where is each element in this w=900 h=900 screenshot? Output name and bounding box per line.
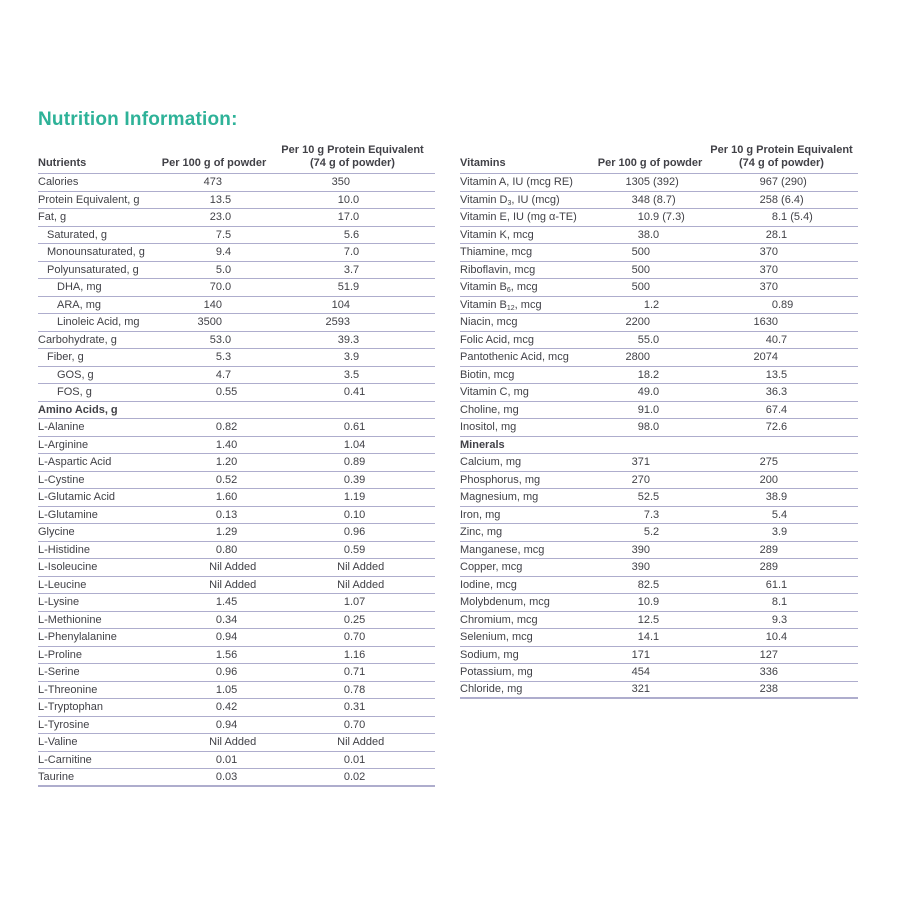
value-per-100g: 9.4 [215,246,232,259]
value-per-10g-protein-equivalent: 370 [759,263,778,276]
column-header-nutrients: Nutrients [38,157,87,169]
nutrient-label: Sodium, mg [460,648,519,661]
nutrient-label: Riboflavin, mcg [460,263,536,276]
value-per-10g-protein-equivalent: 0.70 [343,718,366,731]
table-row [38,384,435,402]
value-per-100g: 7.5 [215,228,232,241]
column-header-per-10g-protein-equivalent [270,144,435,170]
table-row [460,227,858,245]
value-per-100g: 13.5 [209,193,232,206]
value-per-10g-protein-equivalent: Nil Added [337,561,385,574]
value-per-10g-protein-equivalent: 17.0 [337,211,360,224]
column-header-line1: Per 10 g Protein Equivalent [281,144,424,156]
value-per-100g: 52.5 [637,491,660,504]
value-per-10g-protein-equivalent: 13.5 [765,368,788,381]
table-row [460,367,858,385]
value-per-10g-protein-equivalent: 127 [759,648,778,661]
table-row [38,577,435,595]
value-per-100g: 5.3 [215,351,232,364]
table-row [38,454,435,472]
table-row [460,349,858,367]
nutrient-label: Chloride, mg [460,683,523,696]
table-row [460,507,858,525]
value-per-100g: 10.9 (7.3) [637,211,685,224]
value-per-10g-protein-equivalent: 1.16 [343,648,366,661]
nutrient-label: Amino Acids, g [38,403,118,416]
nutrients-table-header [38,138,435,174]
table-row [460,682,858,700]
value-per-100g: 14.1 [637,631,660,644]
value-per-10g-protein-equivalent: 0.61 [343,421,366,434]
nutrient-label: L-Leucine [38,578,87,591]
value-per-10g-protein-equivalent: 36.3 [765,386,788,399]
nutrient-label: L-Valine [38,736,78,749]
nutrient-label: Molybdenum, mcg [460,596,550,609]
table-row [38,559,435,577]
nutrient-label: Minerals [460,438,505,451]
nutrients-table-rows [38,174,435,787]
table-row [38,227,435,245]
table-row [460,209,858,227]
nutrient-label: Iodine, mcg [460,578,517,591]
value-per-10g-protein-equivalent: 2593 [325,316,350,329]
value-per-100g: 0.42 [215,701,238,714]
value-per-10g-protein-equivalent: 336 [759,666,778,679]
table-row [38,279,435,297]
nutrient-label: Vitamin $B_6$, mcg [460,281,538,295]
nutrient-label: Biotin, mcg [460,368,515,381]
value-per-10g-protein-equivalent: 5.4 [771,508,788,521]
value-per-100g: 55.0 [637,333,660,346]
nutrients-table [38,138,435,787]
nutrient-label: Phosphorus, mg [460,473,541,486]
value-per-10g-protein-equivalent: 61.1 [765,578,788,591]
nutrient-label: Folic Acid, mcg [460,333,534,346]
nutrient-label: Selenium, mcg [460,631,533,644]
nutrient-label: Monounsaturated, g [47,246,145,259]
value-per-100g: 38.0 [637,228,660,241]
value-per-10g-protein-equivalent: 1.07 [343,596,366,609]
value-per-10g-protein-equivalent: 1.19 [343,491,366,504]
value-per-10g-protein-equivalent: 2074 [753,351,778,364]
value-per-10g-protein-equivalent: Nil Added [337,578,385,591]
table-row [460,244,858,262]
value-per-10g-protein-equivalent: 350 [331,176,350,189]
table-row [38,209,435,227]
nutrient-label: Magnesium, mg [460,491,539,504]
table-row [38,349,435,367]
nutrient-label: Pantothenic Acid, mcg [460,351,569,364]
table-row [460,419,858,437]
nutrient-label: GOS, g [57,368,94,381]
value-per-100g: 5.0 [215,263,232,276]
value-per-100g: 0.13 [215,508,238,521]
value-per-100g: 1.60 [215,491,238,504]
table-row [460,174,858,192]
value-per-10g-protein-equivalent: 0.10 [343,508,366,521]
table-row [38,699,435,717]
value-per-10g-protein-equivalent: 5.6 [343,228,360,241]
section-header-row [460,437,858,455]
value-per-100g: 500 [631,246,650,259]
value-per-10g-protein-equivalent: 40.7 [765,333,788,346]
value-per-10g-protein-equivalent: 0.59 [343,543,366,556]
table-row [38,192,435,210]
nutrient-label: L-Carnitine [38,753,92,766]
nutrient-label: Choline, mg [460,403,519,416]
value-per-100g: Nil Added [209,578,257,591]
value-per-10g-protein-equivalent: 8.1 [771,596,788,609]
nutrient-label: L-Arginine [38,438,89,451]
table-row [460,542,858,560]
nutrient-label: DHA, mg [57,281,102,294]
nutrient-label: L-Tryptophan [38,701,104,714]
value-per-100g: 0.80 [215,543,238,556]
table-row [38,524,435,542]
value-per-100g: 0.96 [215,666,238,679]
value-per-100g: 454 [631,666,650,679]
table-row [460,489,858,507]
table-row [460,647,858,665]
value-per-100g: 1.20 [215,456,238,469]
nutrient-label: Fiber, g [47,351,84,364]
nutrient-label: Carbohydrate, g [38,333,117,346]
nutrient-label: FOS, g [57,386,92,399]
value-per-10g-protein-equivalent: 238 [759,683,778,696]
value-per-10g-protein-equivalent: 10.0 [337,193,360,206]
nutrient-label: L-Methionine [38,613,102,626]
table-row [38,752,435,770]
value-per-100g: 18.2 [637,368,660,381]
nutrient-label: Thiamine, mcg [460,246,533,259]
value-per-100g: 7.3 [643,508,660,521]
table-row [38,612,435,630]
value-per-100g: Nil Added [209,561,257,574]
value-per-10g-protein-equivalent: 0.96 [343,526,366,539]
table-row [38,419,435,437]
nutrient-label: L-Proline [38,648,83,661]
page-title: Nutrition Information: [38,109,238,130]
value-per-100g: 140 [203,298,222,311]
table-row [460,402,858,420]
table-row [38,542,435,560]
value-per-10g-protein-equivalent: 1.04 [343,438,366,451]
table-row [38,769,435,787]
nutrient-label: L-Isoleucine [38,561,98,574]
value-per-100g: 473 [203,176,222,189]
table-row [460,192,858,210]
table-row [38,262,435,280]
value-per-100g: 1.05 [215,683,238,696]
nutrient-label: Protein Equivalent, g [38,193,140,206]
table-row [38,629,435,647]
value-per-100g: 10.9 [637,596,660,609]
nutrient-label: Linoleic Acid, mg [57,316,140,329]
table-row [38,244,435,262]
value-per-10g-protein-equivalent: 275 [759,456,778,469]
table-row [460,472,858,490]
value-per-10g-protein-equivalent: 0.02 [343,770,366,783]
table-row [38,682,435,700]
table-row [38,297,435,315]
value-per-10g-protein-equivalent: 28.1 [765,228,788,241]
value-per-100g: 1.29 [215,526,238,539]
value-per-100g: 82.5 [637,578,660,591]
value-per-100g: 270 [631,473,650,486]
value-per-100g: 12.5 [637,613,660,626]
table-row [460,384,858,402]
nutrient-label: L-Histidine [38,543,90,556]
value-per-100g: 2800 [625,351,650,364]
table-row [460,332,858,350]
table-row [460,664,858,682]
nutrient-label: Fat, g [38,211,67,224]
table-row [460,629,858,647]
value-per-100g: 49.0 [637,386,660,399]
value-per-10g-protein-equivalent: 0.01 [343,753,366,766]
value-per-10g-protein-equivalent: 51.9 [337,281,360,294]
value-per-10g-protein-equivalent: 0.31 [343,701,366,714]
value-per-100g: 390 [631,561,650,574]
value-per-10g-protein-equivalent: 72.6 [765,421,788,434]
nutrient-label: L-Threonine [38,683,98,696]
column-header-line2: (74 g of powder) [739,157,824,169]
value-per-10g-protein-equivalent: 0.89 [343,456,366,469]
value-per-100g: 98.0 [637,421,660,434]
value-per-10g-protein-equivalent: 0.39 [343,473,366,486]
nutrient-label: L-Tyrosine [38,718,90,731]
table-row [38,647,435,665]
nutrient-label: Vitamin C, mg [460,386,529,399]
table-row [38,174,435,192]
value-per-100g: 0.82 [215,421,238,434]
value-per-100g: 371 [631,456,650,469]
nutrient-label: Saturated, g [47,228,107,241]
nutrient-label: Vitamin $D_3$, IU (mcg) [460,193,560,207]
table-row [460,262,858,280]
value-per-100g: 53.0 [209,333,232,346]
value-per-100g: 5.2 [643,526,660,539]
value-per-100g: 348 (8.7) [631,193,676,206]
value-per-100g: 500 [631,281,650,294]
nutrient-label: Vitamin K, mcg [460,228,534,241]
column-header-line1: Per 10 g Protein Equivalent [710,144,853,156]
table-row [460,559,858,577]
value-per-10g-protein-equivalent: 370 [759,246,778,259]
nutrient-label: L-Serine [38,666,80,679]
nutrient-label: Vitamin A, IU (mcg RE) [460,176,573,189]
value-per-100g: 0.94 [215,631,238,644]
table-row [460,594,858,612]
nutrient-label: Vitamin E, IU (mg α-TE) [460,211,577,224]
vitamins-table-header [460,138,858,174]
nutrient-label: Inositol, mg [460,421,517,434]
value-per-10g-protein-equivalent: 0.71 [343,666,366,679]
nutrient-label: L-Phenylalanine [38,631,117,644]
value-per-100g: 0.03 [215,770,238,783]
value-per-100g: 1.2 [643,298,660,311]
value-per-10g-protein-equivalent: 289 [759,543,778,556]
table-row [460,524,858,542]
column-header-per-100g: Per 100 g of powder [161,157,267,169]
column-header-line2: (74 g of powder) [310,157,395,169]
value-per-10g-protein-equivalent: 1630 [753,316,778,329]
value-per-100g: 4.7 [215,368,232,381]
value-per-100g: 1305 (392) [625,176,679,189]
nutrient-label: L-Cystine [38,473,85,486]
value-per-10g-protein-equivalent: 9.3 [771,613,788,626]
value-per-100g: 3500 [197,316,222,329]
value-per-100g: 1.45 [215,596,238,609]
vitamins-minerals-table-rows [460,174,858,699]
table-row [460,279,858,297]
nutrient-label: L-Glutamine [38,508,98,521]
value-per-10g-protein-equivalent: 967 (290) [759,176,807,189]
value-per-10g-protein-equivalent: 3.9 [343,351,360,364]
nutrient-label: Vitamin $B_{12}$, mcg [460,298,542,312]
nutrient-label: Calcium, mg [460,456,522,469]
value-per-10g-protein-equivalent: 0.25 [343,613,366,626]
table-row [38,734,435,752]
nutrient-label: Zinc, mg [460,526,503,539]
table-row [460,577,858,595]
nutrient-label: Copper, mcg [460,561,523,574]
table-row [38,314,435,332]
value-per-10g-protein-equivalent: 67.4 [765,403,788,416]
value-per-100g: 2200 [625,316,650,329]
section-header-row [38,402,435,420]
value-per-10g-protein-equivalent: 0.78 [343,683,366,696]
value-per-10g-protein-equivalent: 39.3 [337,333,360,346]
value-per-100g: 0.52 [215,473,238,486]
nutrient-label: L-Aspartic Acid [38,456,112,469]
table-row [38,507,435,525]
nutrient-label: Iron, mg [460,508,501,521]
nutrient-label: Manganese, mcg [460,543,545,556]
nutrient-label: Chromium, mcg [460,613,538,626]
value-per-100g: 23.0 [209,211,232,224]
nutrient-label: Taurine [38,770,75,783]
value-per-10g-protein-equivalent: 7.0 [343,246,360,259]
value-per-100g: 0.55 [215,386,238,399]
value-per-100g: 0.01 [215,753,238,766]
value-per-10g-protein-equivalent: 200 [759,473,778,486]
nutrient-label: L-Lysine [38,596,80,609]
nutrient-label: Niacin, mcg [460,316,518,329]
column-header-per-100g: Per 100 g of powder [597,157,703,169]
value-per-100g: Nil Added [209,736,257,749]
value-per-10g-protein-equivalent: Nil Added [337,736,385,749]
value-per-10g-protein-equivalent: 0.70 [343,631,366,644]
table-row [38,332,435,350]
nutrient-label: Polyunsaturated, g [47,263,139,276]
table-row [460,297,858,315]
value-per-10g-protein-equivalent: 289 [759,561,778,574]
value-per-10g-protein-equivalent: 10.4 [765,631,788,644]
value-per-100g: 0.34 [215,613,238,626]
value-per-100g: 0.94 [215,718,238,731]
column-header-vitamins: Vitamins [460,157,506,169]
value-per-10g-protein-equivalent: 38.9 [765,491,788,504]
nutrient-label: L-Glutamic Acid [38,491,116,504]
nutrient-label: L-Alanine [38,421,85,434]
value-per-10g-protein-equivalent: 3.7 [343,263,360,276]
value-per-100g: 500 [631,263,650,276]
value-per-10g-protein-equivalent: 0.89 [771,298,794,311]
value-per-100g: 321 [631,683,650,696]
table-row [38,367,435,385]
value-per-100g: 1.56 [215,648,238,661]
value-per-100g: 171 [631,648,650,661]
nutrient-label: Glycine [38,526,75,539]
table-row [460,454,858,472]
value-per-10g-protein-equivalent: 104 [331,298,350,311]
table-row [460,612,858,630]
value-per-100g: 91.0 [637,403,660,416]
value-per-100g: 70.0 [209,281,232,294]
vitamins-minerals-table [460,138,858,699]
table-row [460,314,858,332]
nutrient-label: Potassium, mg [460,666,533,679]
table-row [38,489,435,507]
column-header-per-10g-protein-equivalent [705,144,858,170]
value-per-10g-protein-equivalent: 258 (6.4) [759,193,804,206]
value-per-10g-protein-equivalent: 8.1 (5.4) [771,211,813,224]
value-per-10g-protein-equivalent: 3.9 [771,526,788,539]
value-per-10g-protein-equivalent: 370 [759,281,778,294]
table-row [38,717,435,735]
table-row [38,594,435,612]
table-row [38,437,435,455]
table-row [38,664,435,682]
value-per-10g-protein-equivalent: 3.5 [343,368,360,381]
nutrient-label: Calories [38,176,79,189]
nutrient-label: ARA, mg [57,298,102,311]
value-per-100g: 390 [631,543,650,556]
table-row [38,472,435,490]
value-per-100g: 1.40 [215,438,238,451]
value-per-10g-protein-equivalent: 0.41 [343,386,366,399]
